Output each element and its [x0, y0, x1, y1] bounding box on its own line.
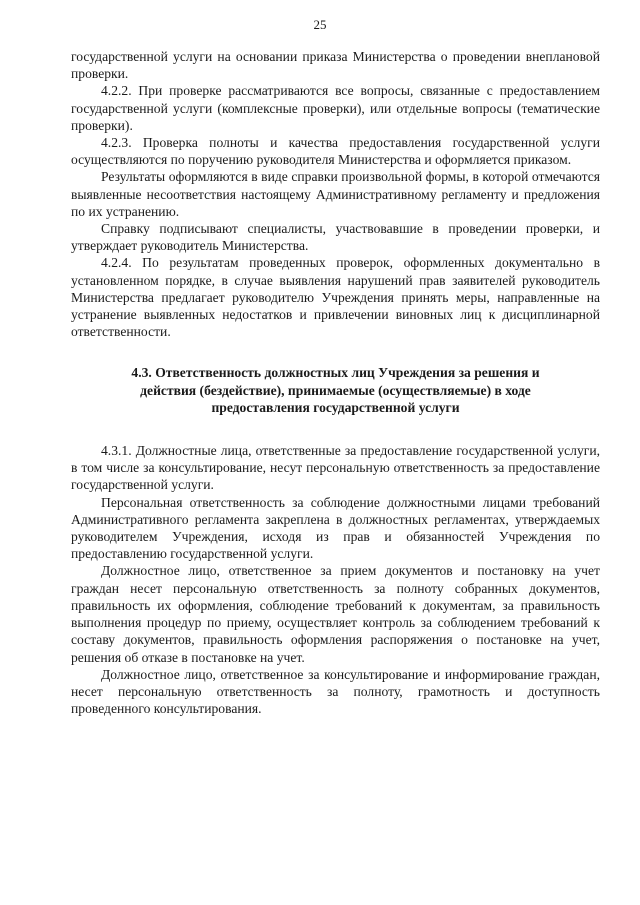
- paragraph-p-personal: Персональная ответственность за соблюдение должностными лицами требований Административного регламента закреплена в должностных регламентах, утверждаемых руководителем Учреждения, исходя из прав и обязанностей Учреждения по предоставлению государственной услуги.: [71, 494, 600, 562]
- paragraph-p-official-consult: Должностное лицо, ответственное за консультирование и информирование граждан, несет персональную ответственность за полноту, грамотность и доступность проведенного консультирования.: [71, 666, 600, 717]
- section-heading-line-1: 4.3. Ответственность должностных лиц Учреждения за решения и: [131, 365, 540, 381]
- paragraph-p-official-docs: Должностное лицо, ответственное за прием документов и постановку на учет граждан несет персональную ответственность за полноту собранных документов, правильность их оформления, соблюдение требований к документам, за правильность выполнения процедур по приему, осуществляет контроль за соблюдением требований к составу документов, правильность оформления распоряжения о постановке на учет, решения об отказе в постановке на учет.: [71, 563, 600, 665]
- paragraph-p-results: Результаты оформляются в виде справки произвольной формы, в которой отмечаются выявленные несоответствия настоящему Административному регламенту и предложения по их устранению.: [71, 169, 600, 219]
- paragraph-p-4-2-3: 4.2.3. Проверка полноты и качества предоставления государственной услуги осуществляются по поручению руководителя Министерства и оформляется приказом.: [71, 135, 600, 168]
- document-body: [71, 48, 600, 717]
- paragraphs-bottom: [71, 442, 600, 717]
- paragraph-p-4-2-2: 4.2.2. При проверке рассматриваются все вопросы, связанные с предоставлением государственной услуги (комплексные проверки), или отдельные вопросы (тематические проверки).: [71, 83, 600, 133]
- section-gap: [71, 416, 600, 442]
- paragraph-cont: государственной услуги на основании приказа Министерства о проведении внеплановой проверки.: [71, 49, 600, 82]
- paragraphs-top: [71, 48, 600, 340]
- paragraph-p-spravka: Справку подписывают специалисты, участвовавшие в проведении проверки, и утверждает руководитель Министерства.: [71, 221, 600, 254]
- section-heading-line-3: предоставления государственной услуги: [211, 399, 460, 415]
- paragraph-p-4-3-1: 4.3.1. Должностные лица, ответственные за предоставление государственной услуги, в том числе за консультирование, несут персональную ответственность за предоставление государственной услуги.: [71, 443, 600, 493]
- page-number: 25: [313, 17, 327, 32]
- paragraph-p-4-2-4: 4.2.4. По результатам проведенных проверок, оформленных документально в установленном порядке, в случае выявления нарушений прав заявителей руководитель Министерства предлагает руководителю Учреждения принять меры, направленные на устранение выявленных недостатков и привлечении виновных лиц к дисциплинарной ответственности.: [71, 255, 600, 340]
- section-heading-line-2: действия (бездействие), принимаемые (осуществляемые) в ходе: [140, 382, 531, 398]
- section-heading-4-3: [71, 364, 600, 416]
